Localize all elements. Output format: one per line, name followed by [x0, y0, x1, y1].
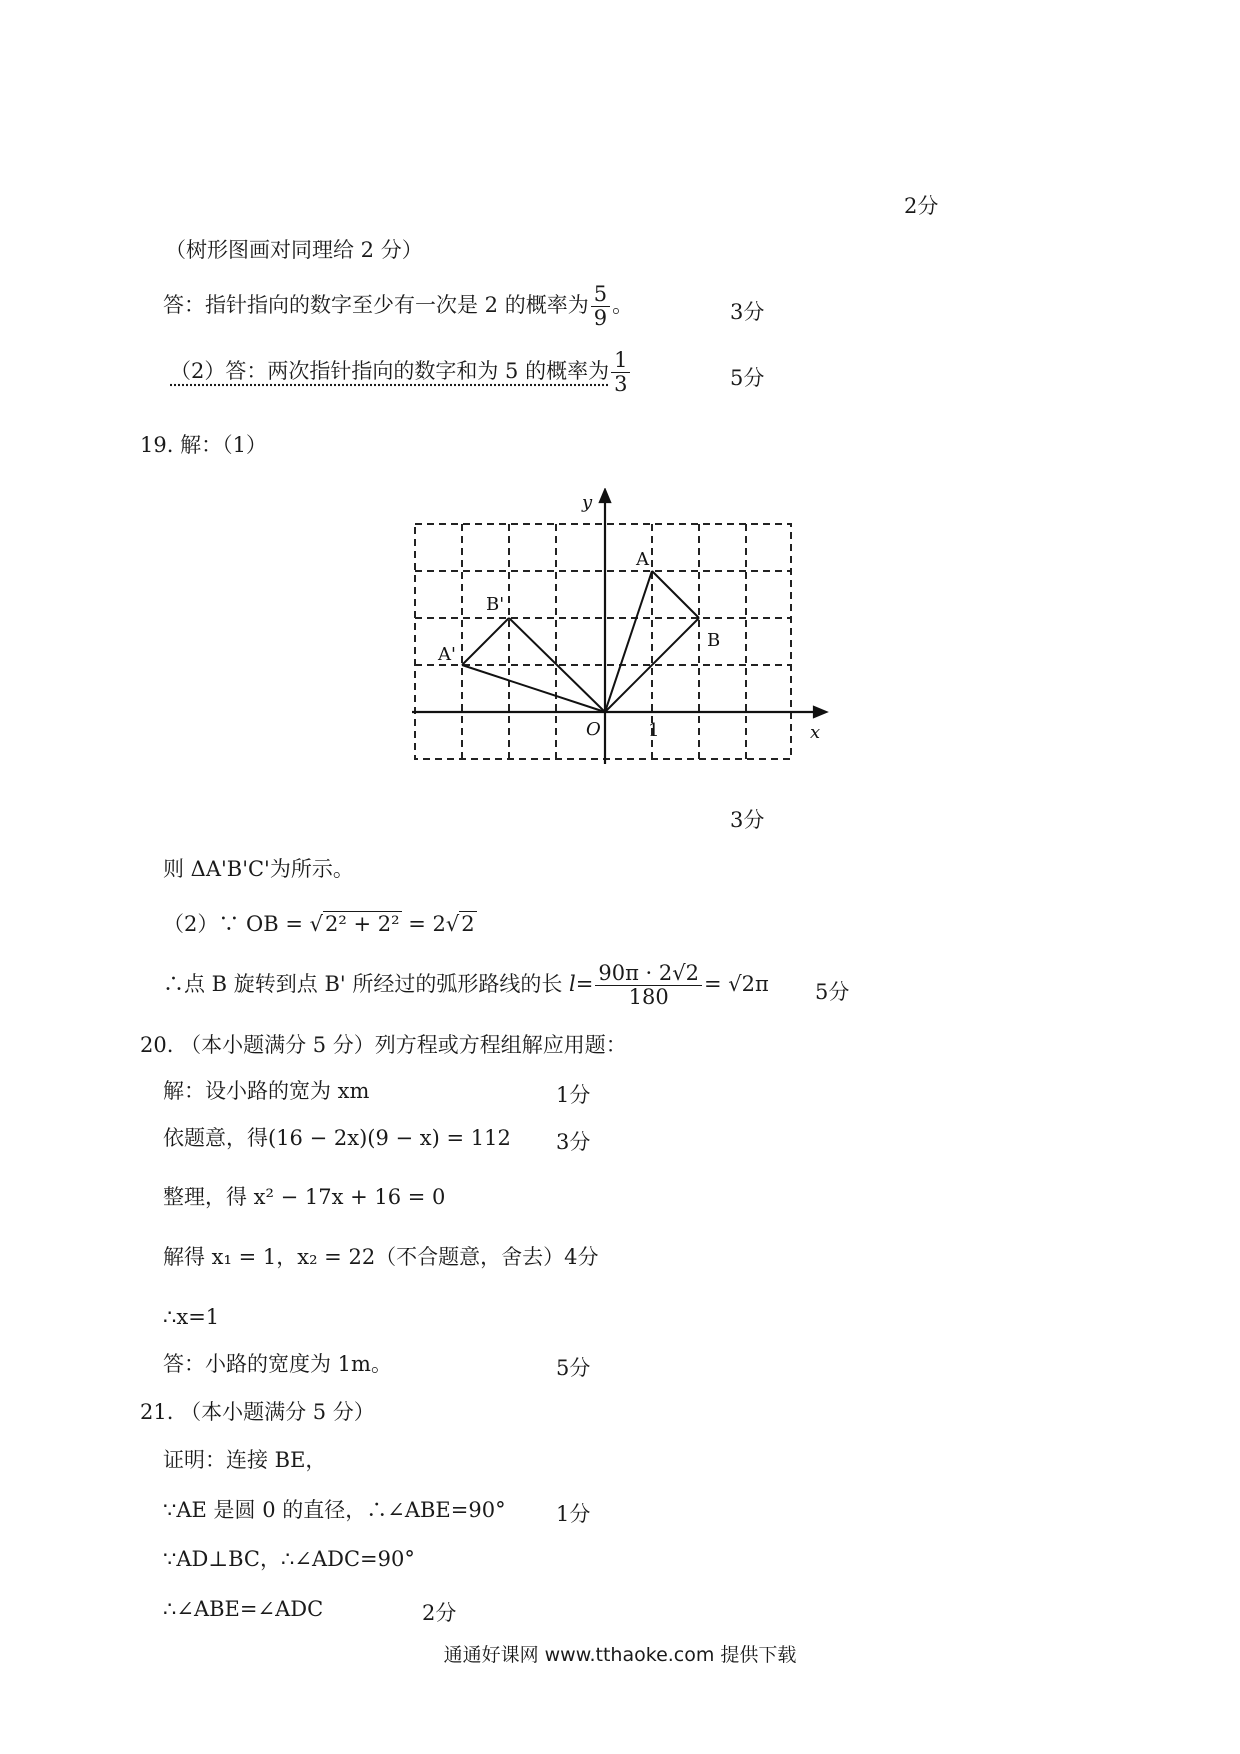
- fraction-denominator: 3: [614, 372, 628, 397]
- triangle-statement: 则 ΔA'B'C'为所示。: [163, 857, 354, 881]
- fraction-denominator: 9: [593, 306, 608, 331]
- q20-line-1: 解：设小路的宽为 xm: [163, 1079, 370, 1103]
- tick-label: 1: [648, 720, 660, 741]
- coordinate-grid-figure: [410, 488, 830, 768]
- q20-line-5: ∴x=1: [163, 1305, 220, 1329]
- q21-line-3: ∵AD⊥BC，∴∠ADC=90°: [163, 1547, 415, 1571]
- points-label: 3分: [730, 300, 765, 324]
- q18-answer-1: [163, 283, 633, 330]
- point-a-label: A: [636, 549, 649, 570]
- equation-prefix: （2）∵ OB =: [163, 912, 303, 936]
- probability-fraction: [611, 349, 630, 396]
- radicand: 2² + 2²: [325, 912, 400, 936]
- q21-line-2: ∵AE 是圆 0 的直径，∴∠ABE=90°: [163, 1498, 506, 1522]
- points-label: 2分: [904, 194, 939, 218]
- q20-line-2: 依题意，得(16 − 2x)(9 − x) = 112: [163, 1126, 511, 1150]
- answer-text: （2）答：两次指针指向的数字和为 5 的概率为: [170, 359, 610, 384]
- page-footer: 通通好课网 www.tthaoke.com 提供下载: [443, 1644, 797, 1666]
- y-axis-label: y: [582, 492, 593, 513]
- x-axis-label: x: [810, 722, 821, 743]
- arc-result: = √2π: [704, 972, 769, 997]
- q21-line-1: 证明：连接 BE，: [163, 1448, 327, 1472]
- tree-diagram-note: （树形图画对同理给 2 分）: [165, 238, 423, 262]
- answer-suffix: 。: [612, 293, 634, 318]
- q20-line-4: 解得 x₁ = 1，x₂ = 22（不合题意，舍去）4分: [163, 1245, 599, 1269]
- radicand: 2: [461, 912, 475, 936]
- points-label: 5分: [730, 366, 765, 390]
- points-label: 5分: [815, 980, 850, 1004]
- y-axis-arrow-icon: [600, 490, 610, 502]
- fraction-numerator: 5: [591, 283, 610, 307]
- q20-line-3: 整理，得 x² − 17x + 16 = 0: [163, 1185, 446, 1209]
- q21-line-4: ∴∠ABE=∠ADC: [163, 1597, 324, 1621]
- origin-label: O: [586, 719, 601, 740]
- square-root: √2: [445, 912, 475, 936]
- grid-lines: [415, 524, 791, 759]
- q18-answer-2: [170, 349, 632, 396]
- equation-result: = 2: [408, 912, 446, 936]
- q20-header: 20. （本小题满分 5 分）列方程或方程组解应用题：: [140, 1033, 627, 1057]
- x-axis-arrow-icon: [814, 707, 826, 717]
- arc-symbol: l=: [569, 972, 594, 997]
- points-label: 2分: [422, 1601, 457, 1625]
- q21-header: 21. （本小题满分 5 分）: [140, 1400, 375, 1424]
- fraction-denominator: 180: [628, 985, 669, 1010]
- points-label: 5分: [556, 1356, 591, 1380]
- fraction-numerator: 90π · 2√2: [595, 962, 702, 986]
- point-b-label: B: [707, 630, 721, 651]
- arc-fraction: [595, 962, 702, 1009]
- answer-text: 答：指针指向的数字至少有一次是 2 的概率为: [163, 293, 589, 318]
- axes: [412, 490, 826, 764]
- q20-line-6: 答：小路的宽度为 1m。: [163, 1352, 392, 1376]
- triangle-segments: [462, 571, 699, 712]
- arc-length-equation: [163, 962, 769, 1009]
- point-a-prime-label: A': [438, 644, 456, 665]
- points-label: 1分: [556, 1502, 591, 1526]
- point-b-prime-label: B': [486, 594, 505, 615]
- points-label: 1分: [556, 1083, 591, 1107]
- probability-fraction: [591, 283, 610, 330]
- points-label: 3分: [730, 808, 765, 832]
- fraction-numerator: 1: [611, 349, 630, 373]
- square-root: √2² + 2²: [309, 912, 400, 936]
- q19-header: 19. 解：（1）: [140, 433, 267, 457]
- ob-length-equation: [163, 912, 477, 937]
- arc-text: ∴点 B 旋转到点 B' 所经过的弧形路线的长: [163, 972, 563, 997]
- points-label: 3分: [556, 1130, 591, 1154]
